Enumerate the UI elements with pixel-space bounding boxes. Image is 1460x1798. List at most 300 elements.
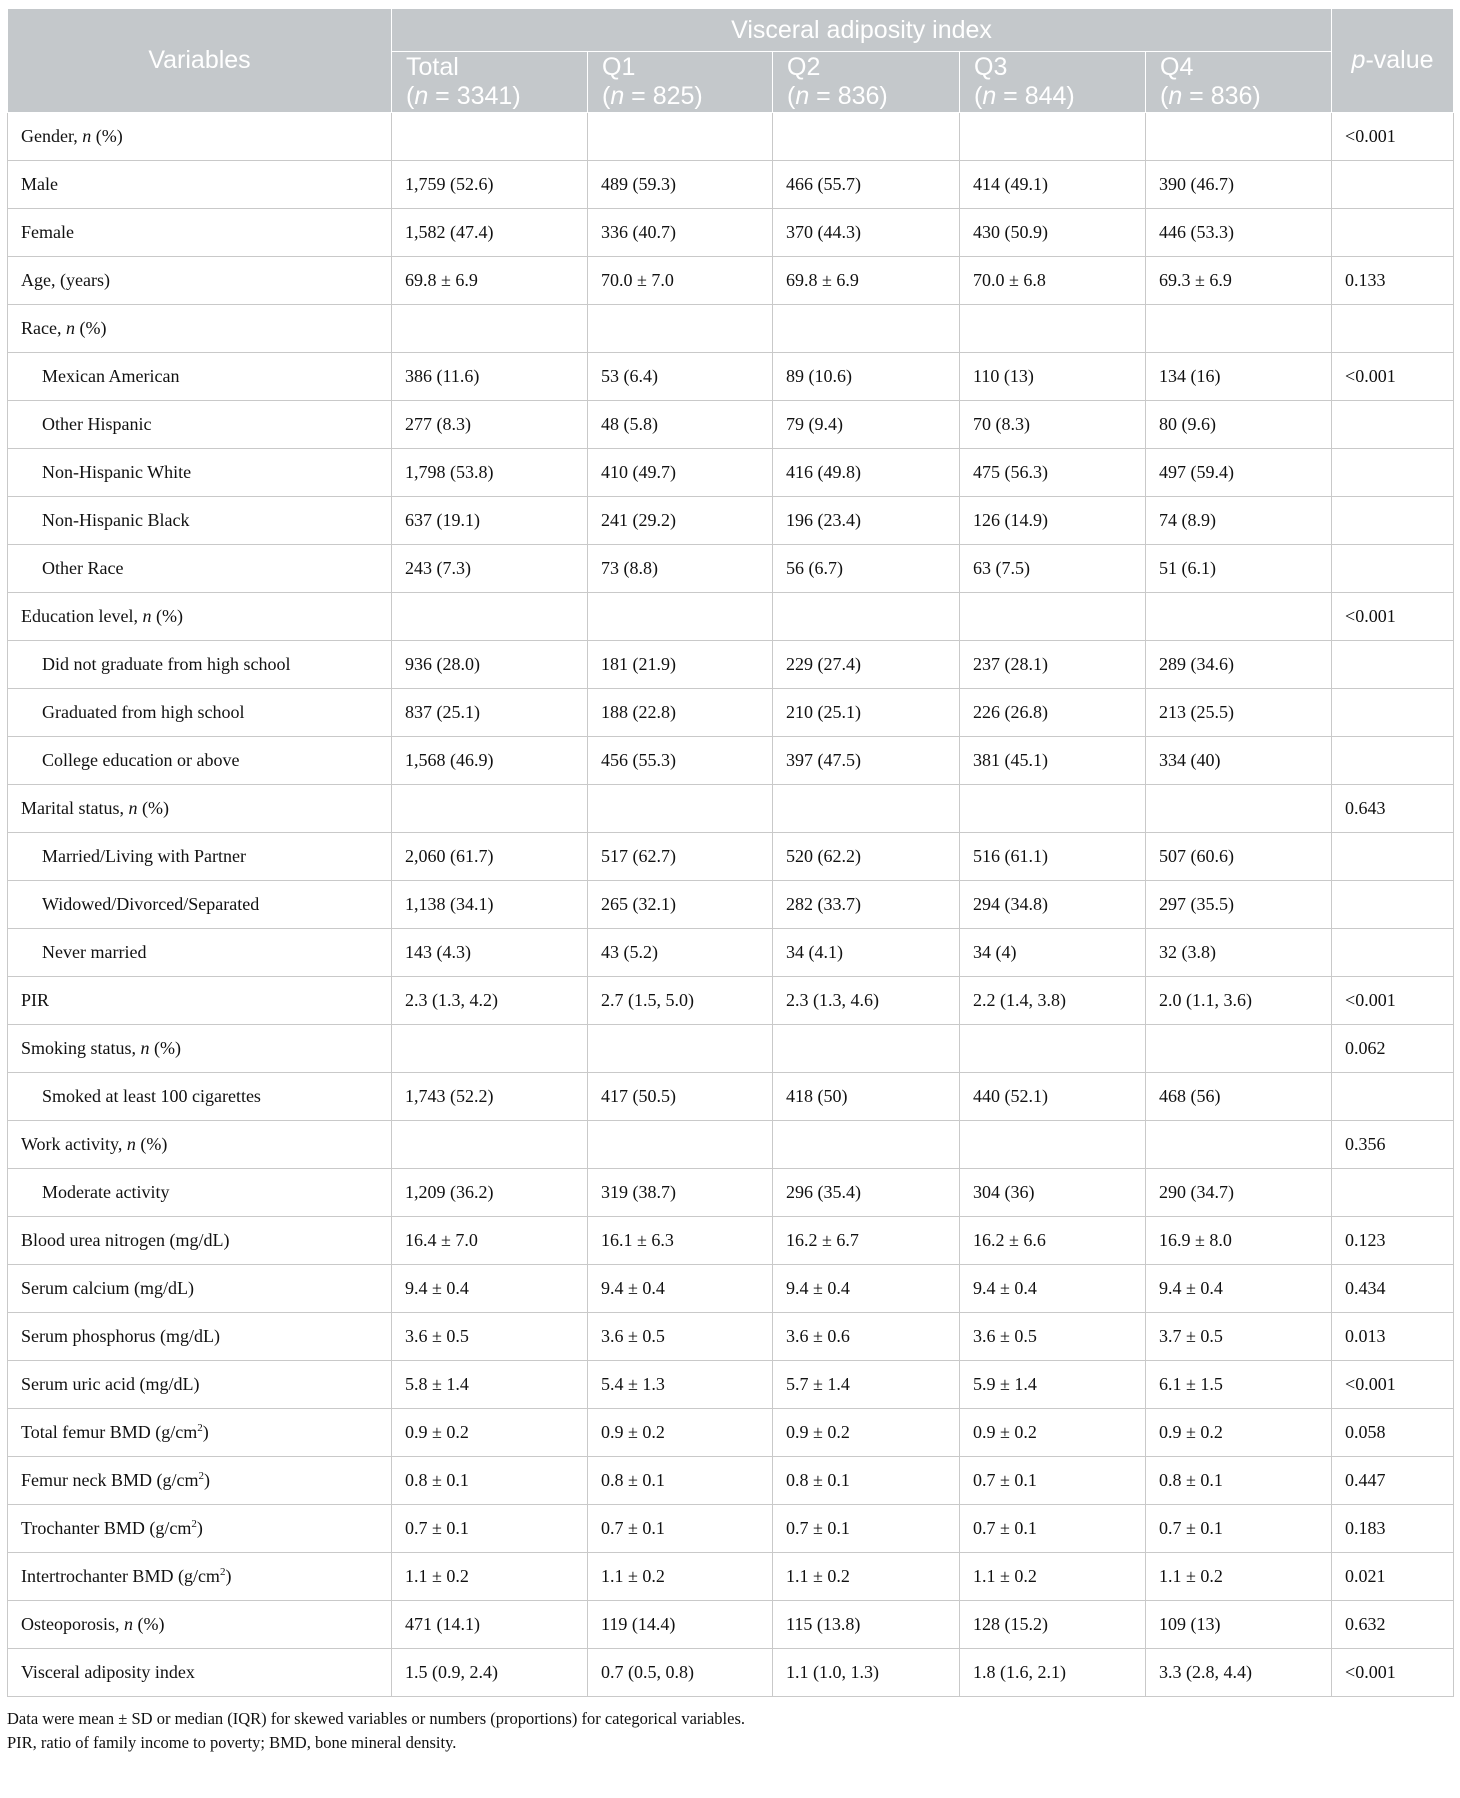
row-label-text: Race, xyxy=(21,317,66,338)
row-label-text: Serum uric acid (mg/dL) xyxy=(21,1373,200,1394)
table-cell: 3.6 ± 0.5 xyxy=(960,1312,1146,1360)
row-label-tail: (%) xyxy=(135,1133,168,1154)
table-row xyxy=(8,1120,1454,1168)
table-cell: 1.1 ± 0.2 xyxy=(392,1552,588,1600)
table-cell: 386 (11.6) xyxy=(392,352,588,400)
row-label-text: Gender, xyxy=(21,125,83,146)
header-column-q3: Q3 (n = 844) xyxy=(960,52,1146,113)
table-cell: 282 (33.7) xyxy=(773,880,960,928)
table-cell xyxy=(1146,1120,1332,1168)
table-cell: 1.5 (0.9, 2.4) xyxy=(392,1648,588,1696)
table-cell: 936 (28.0) xyxy=(392,640,588,688)
row-label xyxy=(8,496,392,544)
table-cell: 51 (6.1) xyxy=(1146,544,1332,592)
table-cell xyxy=(392,1120,588,1168)
table-cell: 390 (46.7) xyxy=(1146,160,1332,208)
table-cell: 2.7 (1.5, 5.0) xyxy=(588,976,773,1024)
footnote-1: Data were mean ± SD or median (IQR) for skewed variables or numbers (proportions) for categorical variables. xyxy=(7,1708,745,1728)
table-cell: 265 (32.1) xyxy=(588,880,773,928)
table-row xyxy=(8,496,1454,544)
table-cell: 417 (50.5) xyxy=(588,1072,773,1120)
row-label-italic: n xyxy=(142,605,152,626)
table-cell: 468 (56) xyxy=(1146,1072,1332,1120)
table-cell xyxy=(1146,1024,1332,1072)
p-value-cell xyxy=(1332,688,1454,736)
table-row xyxy=(8,1552,1454,1600)
table-cell: 1.1 (1.0, 1.3) xyxy=(773,1648,960,1696)
row-label-tail: (%) xyxy=(149,1037,181,1058)
header-column-name: Total xyxy=(406,53,459,81)
table-cell: 70.0 ± 7.0 xyxy=(588,256,773,304)
table-cell: 1,568 (46.9) xyxy=(392,736,588,784)
table-cell: 430 (50.9) xyxy=(960,208,1146,256)
table-row xyxy=(8,640,1454,688)
p-value-cell: 0.434 xyxy=(1332,1264,1454,1312)
p-value-cell: 0.021 xyxy=(1332,1552,1454,1600)
table-row xyxy=(8,1072,1454,1120)
table-cell: 143 (4.3) xyxy=(392,928,588,976)
table-cell: 0.7 ± 0.1 xyxy=(392,1504,588,1552)
table-cell: 0.7 ± 0.1 xyxy=(960,1504,1146,1552)
table-cell: 0.9 ± 0.2 xyxy=(960,1408,1146,1456)
table-cell: 79 (9.4) xyxy=(773,400,960,448)
table-cell: 9.4 ± 0.4 xyxy=(773,1264,960,1312)
table-cell xyxy=(960,112,1146,160)
table-cell: 16.9 ± 8.0 xyxy=(1146,1216,1332,1264)
table-cell: 837 (25.1) xyxy=(392,688,588,736)
table-cell xyxy=(1146,592,1332,640)
table-cell: 89 (10.6) xyxy=(773,352,960,400)
row-label-text: Osteoporosis, xyxy=(21,1613,124,1634)
table-row xyxy=(8,928,1454,976)
table-row xyxy=(8,1216,1454,1264)
row-label-text: Intertrochanter BMD (g/cm xyxy=(21,1565,220,1586)
table-cell: 213 (25.5) xyxy=(1146,688,1332,736)
table-cell: 48 (5.8) xyxy=(588,400,773,448)
row-label-text: Female xyxy=(21,221,74,242)
table-row xyxy=(8,256,1454,304)
table-cell xyxy=(588,1120,773,1168)
row-label xyxy=(8,544,392,592)
table-cell: 2,060 (61.7) xyxy=(392,832,588,880)
table-cell xyxy=(392,112,588,160)
row-label-superscript: 2 xyxy=(191,1517,197,1530)
row-label-text: Never married xyxy=(42,941,147,962)
header-column-n-label: n xyxy=(610,81,625,110)
row-label-text: Widowed/Divorced/Separated xyxy=(42,893,260,914)
table-cell: 0.8 ± 0.1 xyxy=(773,1456,960,1504)
table-cell: 126 (14.9) xyxy=(960,496,1146,544)
p-value-cell xyxy=(1332,832,1454,880)
p-value-cell xyxy=(1332,928,1454,976)
table-cell: 0.7 ± 0.1 xyxy=(960,1456,1146,1504)
table-cell: 0.8 ± 0.1 xyxy=(1146,1456,1332,1504)
p-value-cell xyxy=(1332,448,1454,496)
table-cell: 73 (8.8) xyxy=(588,544,773,592)
table-cell: 0.8 ± 0.1 xyxy=(588,1456,773,1504)
row-label-italic: n xyxy=(140,1037,150,1058)
table-cell xyxy=(960,304,1146,352)
p-value-cell: <0.001 xyxy=(1332,976,1454,1024)
table-cell: 296 (35.4) xyxy=(773,1168,960,1216)
row-label-text: Non-Hispanic White xyxy=(42,461,192,482)
row-label xyxy=(8,880,392,928)
footnote-2: PIR, ratio of family income to poverty; BMD, bone mineral density. xyxy=(7,1732,457,1752)
table-cell: 637 (19.1) xyxy=(392,496,588,544)
table-cell xyxy=(773,112,960,160)
table-cell xyxy=(773,784,960,832)
table-cell: 1.1 ± 0.2 xyxy=(960,1552,1146,1600)
table-cell: 475 (56.3) xyxy=(960,448,1146,496)
table-cell: 56 (6.7) xyxy=(773,544,960,592)
row-label-italic: n xyxy=(82,125,92,146)
table-cell xyxy=(1146,112,1332,160)
row-label-tail: (%) xyxy=(91,125,123,146)
row-label xyxy=(8,1264,392,1312)
p-value-cell xyxy=(1332,496,1454,544)
table-row xyxy=(8,1600,1454,1648)
table-footnotes xyxy=(7,1707,1460,1755)
table-cell: 34 (4.1) xyxy=(773,928,960,976)
row-label-text: Smoked at least 100 cigarettes xyxy=(42,1085,261,1106)
table-header xyxy=(8,9,1454,113)
table-cell: 1.1 ± 0.2 xyxy=(1146,1552,1332,1600)
table-cell xyxy=(773,304,960,352)
table-cell: 2.3 (1.3, 4.2) xyxy=(392,976,588,1024)
row-label-tail: (%) xyxy=(133,1613,165,1634)
table-cell: 0.8 ± 0.1 xyxy=(392,1456,588,1504)
row-label-text: Femur neck BMD (g/cm xyxy=(21,1469,199,1490)
table-cell: 0.7 (0.5, 0.8) xyxy=(588,1648,773,1696)
p-value-cell xyxy=(1332,160,1454,208)
table-cell xyxy=(588,112,773,160)
p-value-cell xyxy=(1332,640,1454,688)
table-cell: 134 (16) xyxy=(1146,352,1332,400)
header-column-q4: Q4 (n = 836) xyxy=(1146,52,1332,113)
row-label xyxy=(8,352,392,400)
table-cell: 70 (8.3) xyxy=(960,400,1146,448)
table-cell: 69.8 ± 6.9 xyxy=(773,256,960,304)
table-cell: 0.7 ± 0.1 xyxy=(588,1504,773,1552)
row-label-superscript: 2 xyxy=(197,1421,203,1434)
row-label xyxy=(8,1360,392,1408)
table-cell: 1,582 (47.4) xyxy=(392,208,588,256)
table-cell: 43 (5.2) xyxy=(588,928,773,976)
table-cell: 74 (8.9) xyxy=(1146,496,1332,544)
table-cell: 277 (8.3) xyxy=(392,400,588,448)
header-p-italic: p xyxy=(1351,45,1366,74)
p-value-cell xyxy=(1332,400,1454,448)
table-row xyxy=(8,1264,1454,1312)
row-label-text: Serum phosphorus (mg/dL) xyxy=(21,1325,220,1346)
row-label xyxy=(8,1648,392,1696)
row-label xyxy=(8,256,392,304)
table-cell: 370 (44.3) xyxy=(773,208,960,256)
table-cell xyxy=(588,1024,773,1072)
table-cell: 497 (59.4) xyxy=(1146,448,1332,496)
table-cell: 16.4 ± 7.0 xyxy=(392,1216,588,1264)
table-row xyxy=(8,1456,1454,1504)
p-value-cell: 0.133 xyxy=(1332,256,1454,304)
table-cell xyxy=(392,784,588,832)
table-cell: 0.7 ± 0.1 xyxy=(1146,1504,1332,1552)
header-column-q2: Q2 (n = 836) xyxy=(773,52,960,113)
table-cell xyxy=(773,592,960,640)
table-cell: 319 (38.7) xyxy=(588,1168,773,1216)
p-value-cell xyxy=(1332,544,1454,592)
table-cell: 0.9 ± 0.2 xyxy=(1146,1408,1332,1456)
table-row xyxy=(8,784,1454,832)
table-row xyxy=(8,160,1454,208)
row-label xyxy=(8,592,392,640)
table-cell xyxy=(588,592,773,640)
row-label-text: Graduated from high school xyxy=(42,701,245,722)
table-cell: 418 (50) xyxy=(773,1072,960,1120)
header-column-n-label: n xyxy=(795,81,810,110)
row-label xyxy=(8,1504,392,1552)
row-label xyxy=(8,160,392,208)
table-row xyxy=(8,1408,1454,1456)
header-column-n-label: n xyxy=(982,81,997,110)
table-cell xyxy=(392,592,588,640)
table-cell: 290 (34.7) xyxy=(1146,1168,1332,1216)
table-cell: 9.4 ± 0.4 xyxy=(392,1264,588,1312)
p-value-cell: 0.058 xyxy=(1332,1408,1454,1456)
table-cell: 489 (59.3) xyxy=(588,160,773,208)
row-label-italic: n xyxy=(126,1133,136,1154)
table-body xyxy=(8,112,1454,1696)
row-label-tail: ) xyxy=(196,1517,203,1538)
table-cell: 1,743 (52.2) xyxy=(392,1072,588,1120)
table-cell: 16.2 ± 6.7 xyxy=(773,1216,960,1264)
table-cell: 5.8 ± 1.4 xyxy=(392,1360,588,1408)
row-label-text: Mexican American xyxy=(42,365,180,386)
table-row xyxy=(8,208,1454,256)
table-row xyxy=(8,1168,1454,1216)
table-cell: 3.7 ± 0.5 xyxy=(1146,1312,1332,1360)
table-cell: 416 (49.8) xyxy=(773,448,960,496)
table-cell: 32 (3.8) xyxy=(1146,928,1332,976)
table-cell: 5.7 ± 1.4 xyxy=(773,1360,960,1408)
table-cell: 294 (34.8) xyxy=(960,880,1146,928)
header-column-q1: Q1 (n = 825) xyxy=(588,52,773,113)
table-cell: 115 (13.8) xyxy=(773,1600,960,1648)
row-label-text: Blood urea nitrogen (mg/dL) xyxy=(21,1229,230,1250)
header-column-name: Q1 xyxy=(602,53,636,81)
table-cell: 5.9 ± 1.4 xyxy=(960,1360,1146,1408)
row-label-text: PIR xyxy=(21,989,50,1010)
row-label-tail: ) xyxy=(203,1469,210,1490)
table-cell: 16.1 ± 6.3 xyxy=(588,1216,773,1264)
table-cell: 9.4 ± 0.4 xyxy=(588,1264,773,1312)
table-cell: 9.4 ± 0.4 xyxy=(960,1264,1146,1312)
table-row xyxy=(8,112,1454,160)
row-label-text: Moderate activity xyxy=(42,1181,170,1202)
table-cell: 53 (6.4) xyxy=(588,352,773,400)
table-cell: 1.1 ± 0.2 xyxy=(588,1552,773,1600)
p-value-cell: 0.183 xyxy=(1332,1504,1454,1552)
row-label-text: Total femur BMD (g/cm xyxy=(21,1421,198,1442)
table-cell xyxy=(960,784,1146,832)
table-cell: 520 (62.2) xyxy=(773,832,960,880)
p-value-cell xyxy=(1332,880,1454,928)
row-label-text: Non-Hispanic Black xyxy=(42,509,190,530)
p-value-cell: <0.001 xyxy=(1332,1648,1454,1696)
row-label-text: Age, (years) xyxy=(21,269,110,290)
row-label-text: Other Race xyxy=(42,557,124,578)
header-column-n-label: n xyxy=(1168,81,1183,110)
table-cell: 1,209 (36.2) xyxy=(392,1168,588,1216)
header-p-suffix: -value xyxy=(1365,45,1434,74)
table-cell xyxy=(392,304,588,352)
row-label-text: Education level, xyxy=(21,605,143,626)
table-cell: 2.0 (1.1, 3.6) xyxy=(1146,976,1332,1024)
table-cell: 304 (36) xyxy=(960,1168,1146,1216)
row-label-superscript: 2 xyxy=(219,1565,226,1578)
row-label-text: Male xyxy=(21,173,58,194)
p-value-cell xyxy=(1332,1168,1454,1216)
table-cell xyxy=(1146,784,1332,832)
table-cell: 188 (22.8) xyxy=(588,688,773,736)
table-cell: 6.1 ± 1.5 xyxy=(1146,1360,1332,1408)
table-cell: 297 (35.5) xyxy=(1146,880,1332,928)
table-row xyxy=(8,832,1454,880)
table-cell: 229 (27.4) xyxy=(773,640,960,688)
table-cell: 0.9 ± 0.2 xyxy=(588,1408,773,1456)
table-cell: 237 (28.1) xyxy=(960,640,1146,688)
table-cell: 456 (55.3) xyxy=(588,736,773,784)
table-cell: 16.2 ± 6.6 xyxy=(960,1216,1146,1264)
header-column-total: Total (n = 3341) xyxy=(392,52,588,113)
table-row xyxy=(8,1024,1454,1072)
baseline-characteristics-table xyxy=(7,8,1454,1697)
table-cell: 446 (53.3) xyxy=(1146,208,1332,256)
header-column-n-value: = 836) xyxy=(809,81,888,110)
row-label-text: Visceral adiposity index xyxy=(21,1661,195,1682)
row-label-text: Marital status, xyxy=(21,797,129,818)
table-cell: 226 (26.8) xyxy=(960,688,1146,736)
table-cell: 210 (25.1) xyxy=(773,688,960,736)
header-variables: Variables xyxy=(8,9,392,113)
table-cell xyxy=(773,1120,960,1168)
table-cell: 3.6 ± 0.5 xyxy=(588,1312,773,1360)
row-label-text: Work activity, xyxy=(21,1133,127,1154)
header-column-n-value: = 844) xyxy=(996,81,1075,110)
row-label xyxy=(8,736,392,784)
p-value-cell: 0.632 xyxy=(1332,1600,1454,1648)
row-label xyxy=(8,448,392,496)
row-label xyxy=(8,1456,392,1504)
table-cell: 381 (45.1) xyxy=(960,736,1146,784)
header-column-n-value: = 836) xyxy=(1182,81,1261,110)
table-cell: 397 (47.5) xyxy=(773,736,960,784)
table-row xyxy=(8,448,1454,496)
table-cell xyxy=(588,304,773,352)
table-cell: 1,798 (53.8) xyxy=(392,448,588,496)
table-cell: 5.4 ± 1.3 xyxy=(588,1360,773,1408)
table-cell: 63 (7.5) xyxy=(960,544,1146,592)
p-value-cell: 0.356 xyxy=(1332,1120,1454,1168)
table-row xyxy=(8,544,1454,592)
table-cell: 516 (61.1) xyxy=(960,832,1146,880)
table-row xyxy=(8,880,1454,928)
table-cell: 3.6 ± 0.6 xyxy=(773,1312,960,1360)
table-cell: 241 (29.2) xyxy=(588,496,773,544)
row-label xyxy=(8,1216,392,1264)
row-label-tail: (%) xyxy=(151,605,183,626)
header-column-n-label: n xyxy=(414,81,429,110)
row-label-tail: (%) xyxy=(74,317,107,338)
table-row xyxy=(8,352,1454,400)
table-row xyxy=(8,1504,1454,1552)
row-label xyxy=(8,688,392,736)
table-cell: 2.3 (1.3, 4.6) xyxy=(773,976,960,1024)
header-column-name: Q3 xyxy=(974,53,1008,81)
row-label-text: Other Hispanic xyxy=(42,413,152,434)
table-cell: 109 (13) xyxy=(1146,1600,1332,1648)
table-cell: 336 (40.7) xyxy=(588,208,773,256)
table-cell: 69.8 ± 6.9 xyxy=(392,256,588,304)
p-value-cell: <0.001 xyxy=(1332,592,1454,640)
row-label xyxy=(8,1120,392,1168)
table-cell: 34 (4) xyxy=(960,928,1146,976)
table-row xyxy=(8,1360,1454,1408)
table-cell xyxy=(960,1024,1146,1072)
table-cell: 517 (62.7) xyxy=(588,832,773,880)
row-label xyxy=(8,928,392,976)
row-label xyxy=(8,400,392,448)
header-column-name: Q2 xyxy=(787,53,821,81)
row-label xyxy=(8,1168,392,1216)
row-label-superscript: 2 xyxy=(198,1469,204,1482)
table-cell: 196 (23.4) xyxy=(773,496,960,544)
row-label xyxy=(8,1552,392,1600)
table-row xyxy=(8,304,1454,352)
row-label-text: Serum calcium (mg/dL) xyxy=(21,1277,194,1298)
table-cell: 119 (14.4) xyxy=(588,1600,773,1648)
header-group-title: Visceral adiposity index xyxy=(392,9,1332,52)
row-label xyxy=(8,832,392,880)
row-label-tail: ) xyxy=(202,1421,209,1442)
table-cell: 243 (7.3) xyxy=(392,544,588,592)
row-label-text: Smoking status, xyxy=(21,1037,141,1058)
table-cell: 1,759 (52.6) xyxy=(392,160,588,208)
header-column-name: Q4 xyxy=(1160,53,1194,81)
row-label-text: Did not graduate from high school xyxy=(42,653,291,674)
p-value-cell: 0.447 xyxy=(1332,1456,1454,1504)
table-cell: 9.4 ± 0.4 xyxy=(1146,1264,1332,1312)
p-value-cell: <0.001 xyxy=(1332,352,1454,400)
p-value-cell: 0.123 xyxy=(1332,1216,1454,1264)
row-label-italic: n xyxy=(65,317,75,338)
table-cell: 1.8 (1.6, 2.1) xyxy=(960,1648,1146,1696)
row-label-tail: (%) xyxy=(137,797,169,818)
row-label-text: Married/Living with Partner xyxy=(42,845,246,866)
table-row xyxy=(8,688,1454,736)
table-row xyxy=(8,976,1454,1024)
p-value-cell: <0.001 xyxy=(1332,1360,1454,1408)
table-cell: 70.0 ± 6.8 xyxy=(960,256,1146,304)
table-cell xyxy=(1146,304,1332,352)
table-cell xyxy=(773,1024,960,1072)
row-label-italic: n xyxy=(128,797,138,818)
p-value-cell: 0.062 xyxy=(1332,1024,1454,1072)
table-cell: 3.6 ± 0.5 xyxy=(392,1312,588,1360)
table-cell: 440 (52.1) xyxy=(960,1072,1146,1120)
table-cell xyxy=(588,784,773,832)
table-cell: 80 (9.6) xyxy=(1146,400,1332,448)
table-cell: 181 (21.9) xyxy=(588,640,773,688)
